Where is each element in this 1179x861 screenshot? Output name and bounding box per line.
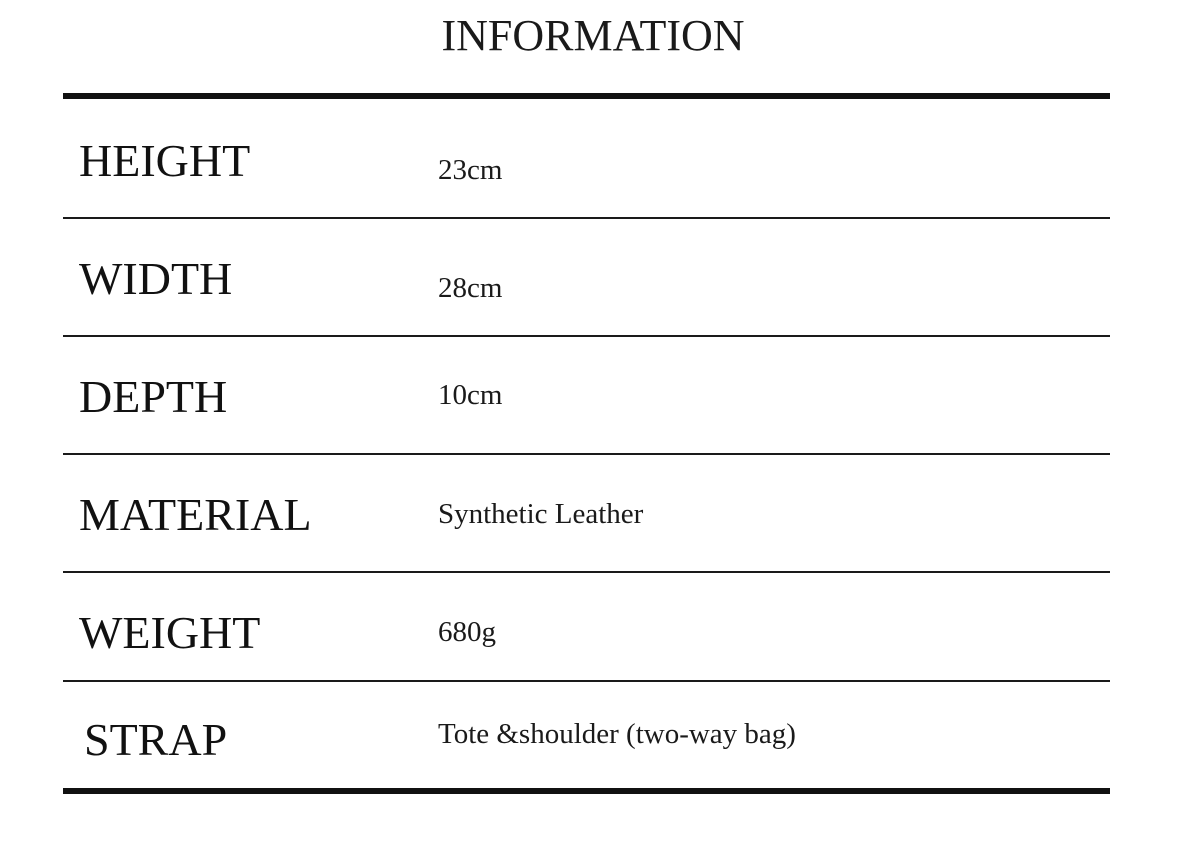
- table-bottom-rule: [63, 788, 1110, 794]
- row-label: DEPTH: [79, 371, 228, 422]
- page-title: INFORMATION: [441, 11, 745, 60]
- row-value: 28cm: [438, 272, 503, 304]
- row-value: 10cm: [438, 379, 503, 411]
- table-row-width: [63, 219, 1110, 335]
- row-label: WEIGHT: [79, 607, 261, 658]
- row-value: 23cm: [438, 154, 503, 186]
- table-row-strap: [63, 682, 1110, 788]
- row-value: 680g: [438, 616, 496, 648]
- table-row-height: [63, 99, 1110, 217]
- table-row-depth: [63, 337, 1110, 453]
- row-label: STRAP: [84, 714, 228, 765]
- table-row-weight: [63, 573, 1110, 680]
- row-label: MATERIAL: [79, 489, 312, 540]
- row-label: WIDTH: [79, 253, 233, 304]
- row-value: Tote &shoulder (two-way bag): [438, 718, 796, 750]
- row-label: HEIGHT: [79, 135, 251, 186]
- table-row-material: [63, 455, 1110, 571]
- row-value: Synthetic Leather: [438, 498, 644, 530]
